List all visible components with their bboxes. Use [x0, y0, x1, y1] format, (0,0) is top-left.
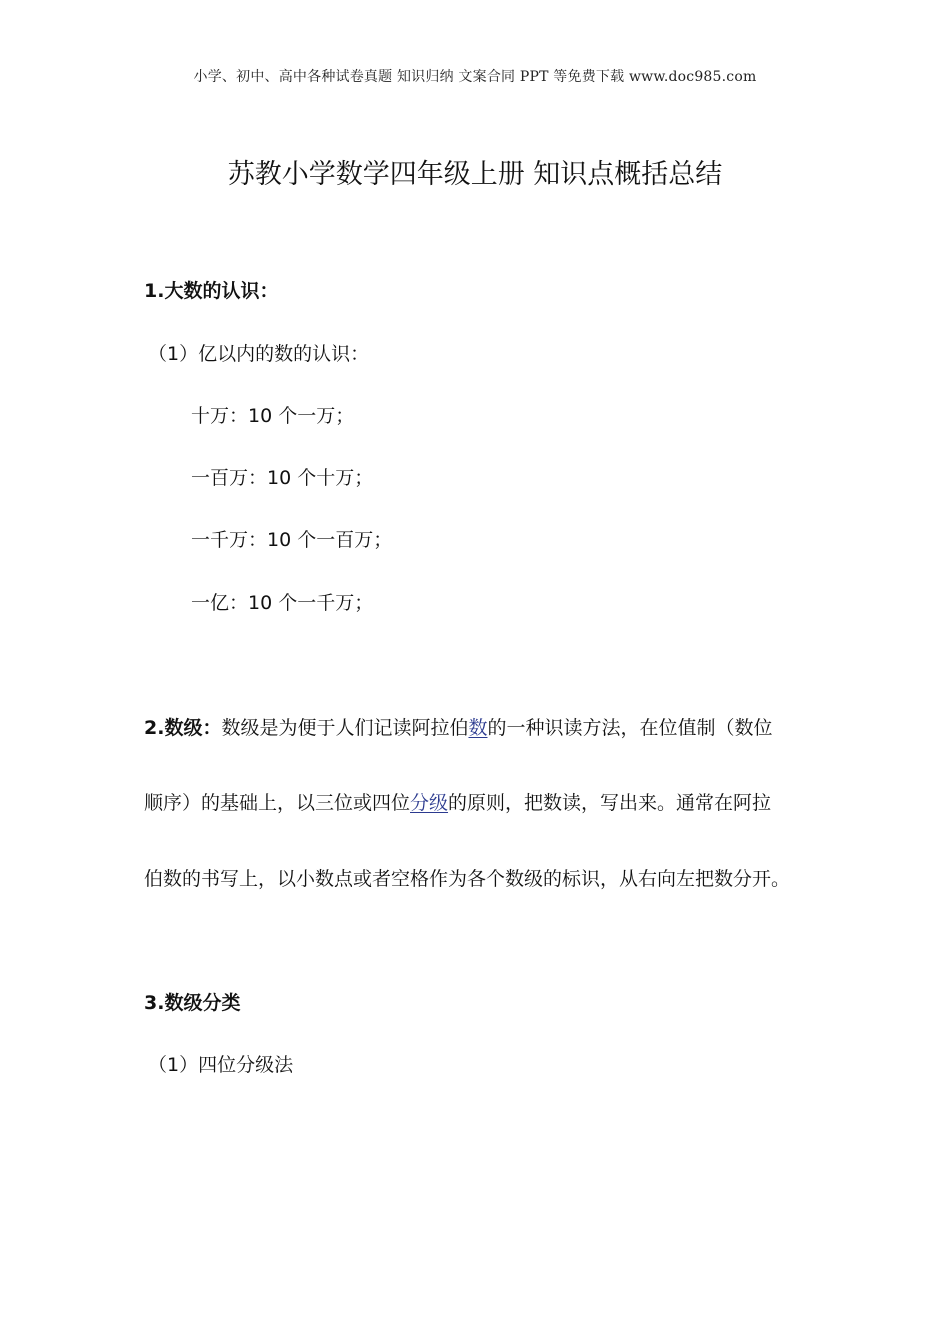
- paragraph-text: 数级是为便于人们记读阿拉伯: [221, 717, 469, 739]
- link-grading[interactable]: 分级: [410, 792, 449, 814]
- list-item: 一百万：10 个十万；: [191, 467, 374, 489]
- paragraph-text: 的一种识读方法，在位值制（数位: [487, 717, 773, 739]
- page-header: 小学、初中、高中各种试卷真题 知识归纳 文案合同 PPT 等免费下载 www.doc985.com: [193, 69, 757, 85]
- list-item: 一千万：10 个一百万；: [191, 529, 393, 551]
- link-number[interactable]: 数: [468, 717, 488, 739]
- section-2-paragraph-line-3: 伯数的书写上，以小数点或者空格作为各个数级的标识，从右向左把数分开。: [144, 868, 791, 890]
- list-item: 一亿：10 个一千万；: [191, 592, 374, 614]
- document-title: 苏教小学数学四年级上册 知识点概括总结: [227, 159, 723, 190]
- section-1-heading: 1.大数的认识：: [144, 280, 279, 302]
- section-2-heading: 2.数级：: [144, 717, 222, 739]
- section-2-paragraph-line-2: [144, 790, 771, 816]
- section-2-paragraph-line-1: [144, 715, 773, 741]
- section-1-subheading: （1）亿以内的数的认识：: [148, 343, 370, 365]
- paragraph-text: 的原则，把数读，写出来。通常在阿拉: [448, 792, 772, 814]
- paragraph-text: 顺序）的基础上，以三位或四位: [144, 792, 411, 814]
- section-3-heading: 3.数级分类: [144, 992, 241, 1014]
- section-3-subheading: （1）四位分级法: [148, 1054, 294, 1076]
- list-item: 十万：10 个一万；: [191, 405, 355, 427]
